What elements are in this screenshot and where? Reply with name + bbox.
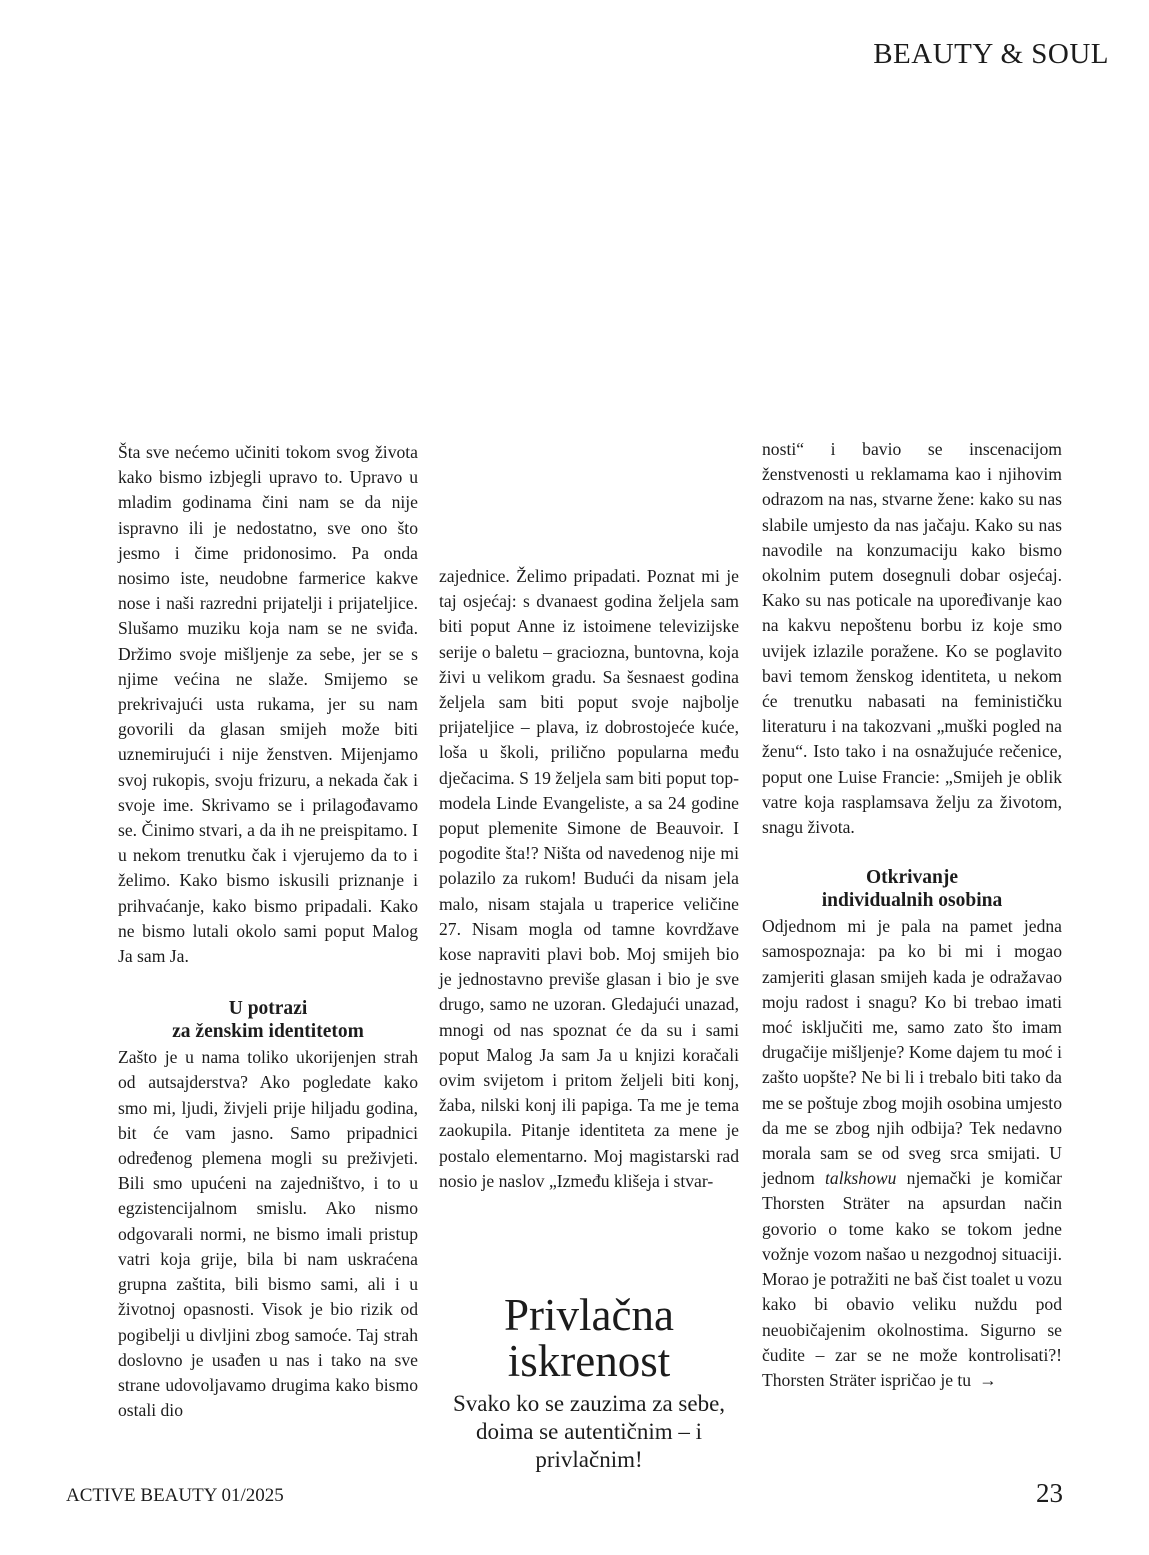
pull-quote-text: Svako ko se zauzima za sebe, doima se autentičnim – i privlačnim! xyxy=(452,1391,726,1472)
article-column-3 xyxy=(762,437,1062,1393)
pull-quote-title-line: iskrenost xyxy=(507,1336,671,1386)
article-column-1 xyxy=(118,440,418,1423)
subheading-line: Otkrivanje xyxy=(865,867,959,889)
article-paragraph: nosti“ i bavio se inscenacijom ženstvenosti u reklamama kao i njihovim odrazom na nas, stvarne žene: kako su nas slabile umjesto da nas jačaju. Kako su nas navodile na konzumaciju kako bismo okolnim putem dosegnuli dobar osjećaj. Kako su nas poticale na upoređivanje kao na kakvu nepoštenu borbu iz koje smo uvijek izlazile poražene. Ko se poglavito bavi temom ženskog identiteta, u nekom će trenutku nabasati na feminističku literaturu i na takozvani „muški pogled na ženu“. Isto tako i na osnažujuće rečenice, poput one Luise Francie: „Smijeh je oblik vatre koja rasplamsava želju za životom, snagu života. xyxy=(762,439,1062,838)
section-label: BEAUTY & SOUL xyxy=(873,38,1109,70)
article-column-2 xyxy=(439,564,739,1194)
publication-footer: ACTIVE BEAUTY 01/2025 xyxy=(66,1485,284,1506)
article-paragraph: Šta sve nećemo učiniti tokom svog života kako bismo izbjegli upravo to. Upravo u mladim godinama čini nam se da nije ispravno ili je nedostatno, sve ono što jesmo i čime pridonosimo. Pa onda nosimo iste, neudobne farmerice kakve nose i naši razredni prijatelji i prijateljice. Slušamo muziku koja nam se ne sviđa. Držimo svoje mišljenje za sebe, jer se s njime većina ne slaže. Smijemo se prekrivajući usta rukama, jer su nam govorili da glasan smijeh može biti uznemirujući i nije ženstven. Mijenjamo svoj rukopis, svoju frizuru, a nekada čak i svoje ime. Skrivamo se i prilagođavamo se. Činimo stvari, a da ih ne preispitamo. I u nekom trenutku čak i vjerujemo da to i želimo. Kako bismo iskusili priznanje i prihvaćanje, kako bismo pripadali. Kako ne bismo lutali okolo sami poput Malog Ja sam Ja. xyxy=(118,442,418,967)
subheading xyxy=(118,997,418,1043)
page-number: 23 xyxy=(1036,1478,1063,1508)
article-paragraph: Zašto je u nama toliko ukorijenjen strah od autsajderstva? Ako pogledate kako smo mi, ljudi, živjeli prije hiljadu godina, bit će vam jasno. Samo pripadnici određenog plemena mogli su preživjeti. Bili smo upućeni na zajedništvo, i to u egzistencijalnom smislu. Ako nismo odgovarali normi, ne bismo imali pristup vatri koja grije, bila bi nam uskraćena grupna zaštita, bili bismo sami, ali i u životnoj opasnosti. Visok je bio rizik od pogibelji u divljini zbog samoće. Taj strah doslovno je usađen u nas i tako na sve strane udovoljavamo drugima kako bismo ostali dio xyxy=(118,1047,418,1421)
subheading-line: individualnih osobina xyxy=(821,890,1003,912)
subheading xyxy=(762,866,1062,912)
subheading-line: za ženskim identitetom xyxy=(172,1021,364,1043)
continue-arrow-icon: → xyxy=(979,1369,997,1390)
pull-quote xyxy=(436,1292,742,1474)
pull-quote-title xyxy=(436,1292,742,1384)
article-paragraph xyxy=(762,914,1062,1393)
paragraph-text: njemački je komičar Thorsten Sträter na apsurdan način govorio o tome kako se tokom jedne vožnje vozom našao u nezgodnoj situaciji. Morao je potražiti ne baš čist toalet u vozu kako bi obavio veliku nuždu pod neuobičajenim okolnostima. Sigurno se čudite – zar se ne može kontrolisati?! Thorsten Sträter ispričao je tu xyxy=(762,1168,1063,1390)
italic-term: talkshowu xyxy=(825,1168,897,1189)
paragraph-text: Odjednom mi je pala na pamet jedna samospoznaja: pa ko bi mi i mogao zamjeriti glasan smijeh kada je odražavao moju radost i snagu? Ko bi trebao imati moć isključiti me, samo zato što imam drugačije mišljenje? Kome dajem tu moć i zašto uopšte? Ne bi li i trebalo biti tako da me se poštuje zbog mojih osobina umjesto da me se zbog njih odbija? Tek nedavno morala sam se od sveg srca smijati. U jednom xyxy=(762,916,1062,1189)
pull-quote-title-line: Privlačna xyxy=(504,1290,674,1340)
article-paragraph: zajednice. Želimo pripadati. Poznat mi je taj osjećaj: s dvanaest godina željela sam biti poput Anne iz istoimene televizijske serije o baletu – graciozna, buntovna, koja živi u velikom gradu. Sa šesnaest godina željela sam biti poput svoje najbolje prijateljice – plava, iz dobrostojeće kuće, loša u školi, prilično popularna među dječacima. S 19 željela sam biti poput top-modela Linde Evangeliste, a sa 24 godine poput plemenite Simone de Beauvoir. I pogodite šta!? Ništa od navedenog nije mi polazilo za rukom! Budući da nisam jela malo, nisam stajala u traperice veličine 27. Nisam mogla od tamne kovrdžave kose napraviti plavi bob. Moj smijeh bio je jednostavno previše glasan i bio je sve drugo, samo ne uzoran. Gledajući unazad, mnogi od nas spoznat će da su i sami poput Malog Ja sam Ja u knjizi koračali ovim svijetom i pritom željeli biti konj, žaba, nilski konj ili papiga. Ta me je tema zaokupila. Pitanje identiteta za mene je postalo elementarno. Moj magistarski rad nosio je naslov „Između klišeja i stvar- xyxy=(439,566,739,1191)
subheading-line: U potrazi xyxy=(228,998,308,1020)
